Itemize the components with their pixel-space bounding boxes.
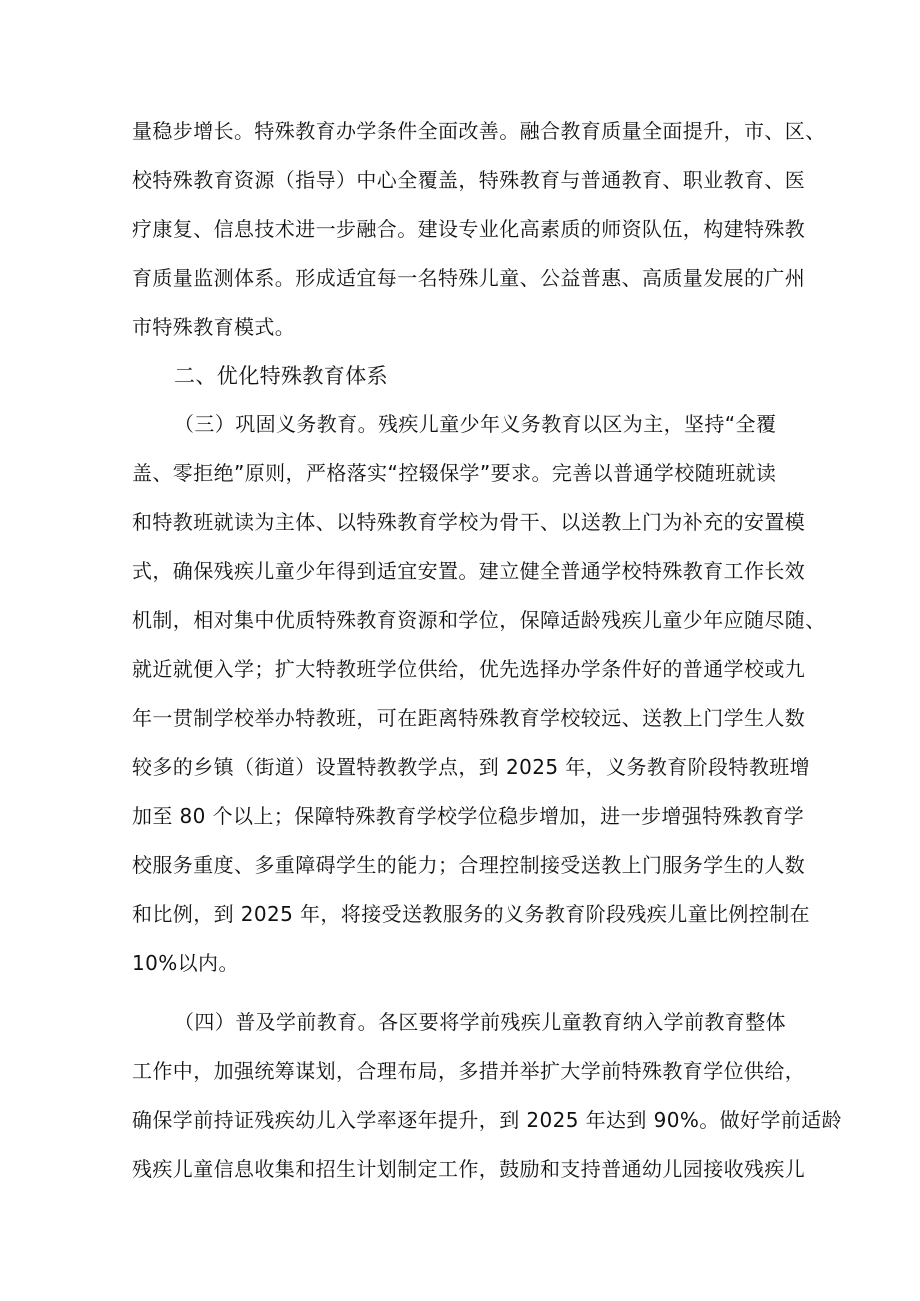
intro-line-4: 育质量监测体系。形成适宜每一名特殊儿童、公益普惠、高质量发展的广州 <box>132 266 806 290</box>
paragraph-4-line-1: （四）普及学前教育。各区要将学前残疾儿童教育纳入学前教育整体 <box>174 1010 786 1034</box>
paragraph-3-line-12: 10%以内。 <box>132 951 239 975</box>
paragraph-4-line-2: 工作中，加强统筹谋划，合理布局，多措并举扩大学前特殊教育学位供给， <box>132 1059 806 1083</box>
paragraph-3-line-9: 加至 80 个以上；保障特殊教育学校学位稳步增加，进一步增强特殊教育学 <box>132 804 805 828</box>
intro-line-5: 市特殊教育模式。 <box>132 315 296 339</box>
paragraph-3-line-8: 较多的乡镇（街道）设置特教教学点，到 2025 年，义务教育阶段特教班增 <box>132 755 811 779</box>
section-heading: 二、优化特殊教育体系 <box>174 364 388 388</box>
paragraph-4-line-4: 残疾儿童信息收集和招生计划制定工作，鼓励和支持普通幼儿园接收残疾儿 <box>132 1157 806 1181</box>
paragraph-3-line-3: 和特教班就读为主体、以特殊教育学校为骨干、以送教上门为补充的安置模 <box>132 510 806 534</box>
paragraph-3-line-11: 和比例，到 2025 年，将接受送教服务的义务教育阶段残疾儿童比例控制在 <box>132 902 811 926</box>
intro-line-3: 疗康复、信息技术进一步融合。建设专业化高素质的师资队伍，构建特殊教 <box>132 217 806 241</box>
paragraph-3-line-7: 年一贯制学校举办特教班，可在距离特殊教育学校较远、送教上门学生人数 <box>132 706 806 730</box>
intro-line-2: 校特殊教育资源（指导）中心全覆盖，特殊教育与普通教育、职业教育、医 <box>132 168 806 192</box>
paragraph-4-line-3: 确保学前持证残疾幼儿入学率逐年提升，到 2025 年达到 90%。做好学前适龄 <box>132 1108 843 1132</box>
paragraph-3-line-4: 式，确保残疾儿童少年得到适宜安置。建立健全普通学校特殊教育工作长效 <box>132 559 806 583</box>
paragraph-3-line-2: 盖、零拒绝”原则，严格落实“控辍保学”要求。完善以普通学校随班就读 <box>132 461 777 485</box>
paragraph-3-line-1: （三）巩固义务教育。残疾儿童少年义务教育以区为主，坚持“全覆 <box>174 412 777 436</box>
paragraph-3-line-6: 就近就便入学；扩大特教班学位供给，优先选择办学条件好的普通学校或九 <box>132 657 806 681</box>
paragraph-3-line-10: 校服务重度、多重障碍学生的能力；合理控制接受送教上门服务学生的人数 <box>132 853 806 877</box>
intro-line-1: 量稳步增长。特殊教育办学条件全面改善。融合教育质量全面提升，市、区、 <box>132 119 826 143</box>
paragraph-3-line-5: 机制，相对集中优质特殊教育资源和学位，保障适龄残疾儿童少年应随尽随、 <box>132 608 826 632</box>
